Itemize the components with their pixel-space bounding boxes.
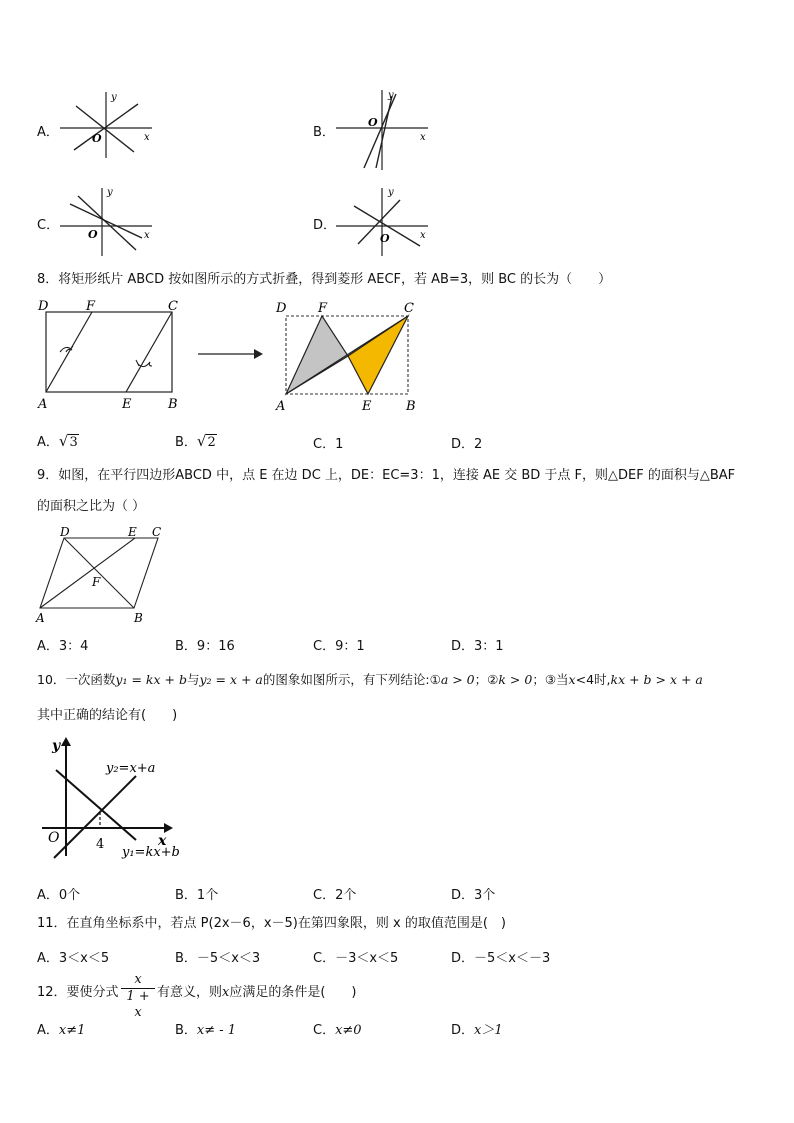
q9-option-c: C．9：1 [313,639,365,654]
q9-option-d: D．3：1 [451,639,504,654]
transform-arrow-icon [196,344,266,364]
q7-graph-d [336,184,432,258]
q9-option-b: B．9：16 [175,639,235,654]
label-a: A [38,397,48,412]
gray-triangle [286,316,348,394]
q7-graph-c [60,184,156,258]
segment-ae [40,538,135,608]
diagonal-bd [64,538,134,608]
q8-figure-folded [272,296,422,416]
label-c: C [152,525,162,539]
label-d: D [60,525,70,539]
label-e: E [362,399,372,414]
q8-option-d: D．2 [451,437,483,452]
q8-figure-original [34,296,194,416]
y-axis-label: y [388,187,394,198]
origin-label: O [92,132,102,145]
q11-option-b: B．－5＜x＜3 [175,951,261,966]
q10-option-c: C．2个 [313,888,357,903]
graph-line [358,200,400,244]
y-axis-label: y [388,90,394,101]
graph-line [364,94,396,168]
q12-question-text: 12．要使分式 [37,985,119,1000]
q7-graph-a [60,88,156,160]
graph-line [78,196,136,250]
label-c: C [168,299,178,314]
line-label-y2: y₂=x+a [106,761,156,776]
label-d: D [38,299,49,314]
q10-function-graph [36,734,196,868]
q9-question-line1: 9．如图，在平行四边形ABCD 中，点 E 在边 DC 上，DE：EC=3：1，连接 AE 交 BD 于点 F，则△DEF 的面积与△BAF [37,468,736,483]
q8-option-c: C．1 [313,437,344,452]
label-c: C [404,301,414,316]
q12-option-d: D．x＞1 [451,1023,503,1038]
option-letter: C． [37,218,60,233]
q9-option-a: A．3：4 [37,639,89,654]
fraction-denominator: 1 + x [126,989,150,1020]
q10-option-a: A．0个 [37,888,81,903]
q8-option-b: B．√2 [175,432,216,450]
label-a: A [36,611,45,625]
x-axis-label: x [158,833,167,849]
y-axis-label: y [52,738,61,754]
q9-parallelogram-figure [34,522,174,628]
x-axis-label: x [420,230,426,241]
line-label-y1: y₁=kx+b [122,845,180,860]
fold-line-af [46,312,92,392]
label-a: A [276,399,286,414]
label-f: F [318,301,328,316]
label-e: E [122,397,132,412]
fold-line-ec [126,312,172,392]
q10-question-line2: 其中正确的结论有( ) [37,708,178,723]
q10-option-d: D．3个 [451,888,496,903]
q8-option-a: A．√3 [37,432,78,450]
label-b: B [168,397,178,412]
q8-question-text: 8．将矩形纸片 ABCD 按如图所示的方式折叠，得到菱形 AECF，若 AB=3，则 BC 的长为（ ） [37,272,612,287]
option-letter: A． [37,125,59,140]
option-letter: B． [313,125,335,140]
q9-question-line2: 的面积之比为（ ） [37,499,146,514]
line-y1 [56,770,136,840]
origin-label: O [88,228,98,241]
rectangle-abcd [46,312,172,392]
origin-label: O [368,116,378,129]
q11-option-d: D．－5＜x＜－3 [451,951,551,966]
label-e: E [128,525,137,539]
q12-option-c: C．x≠0 [313,1023,362,1038]
fraction-numerator: x [121,972,155,989]
q12-fraction [121,972,155,1021]
graph-line [376,96,392,168]
fold-arrow-icon [60,346,73,352]
q10-option-b: B．1个 [175,888,219,903]
graph-line [70,204,142,238]
option-letter: D． [313,218,337,233]
q11-option-c: C．－3＜x＜5 [313,951,399,966]
yellow-triangle [348,316,408,394]
y-axis-label: y [107,187,113,198]
q12-question-suffix: 有意义，则x应满足的条件是( ) [157,985,357,1000]
label-f: F [86,299,96,314]
label-b: B [134,611,143,625]
q11-option-a: A．3＜x＜5 [37,951,110,966]
q12-option-a: A．x≠1 [37,1023,86,1038]
x-axis-label: x [144,230,150,241]
y-axis-label: y [111,92,117,103]
tick-label-4: 4 [96,837,105,852]
origin-label: O [48,830,60,846]
label-f: F [92,575,101,589]
q10-question-line1: 10．一次函数y₁ = kx + b与y₂ = x + a的图象如图所示，有下列结论:①a > 0；②k > 0；③当x<4时,kx + b > x + a [37,672,703,687]
q7-graph-b [336,86,432,172]
x-axis-arrow-icon [164,823,173,833]
y-axis-arrow-icon [61,737,71,746]
label-b: B [406,399,416,414]
q12-option-b: B．x≠ - 1 [175,1023,237,1038]
origin-label: O [380,232,390,245]
q11-question-text: 11．在直角坐标系中，若点 P(2x－6，x－5)在第四象限，则 x 的取值范围是( ) [37,916,506,931]
label-d: D [276,301,287,316]
x-axis-label: x [420,132,426,143]
x-axis-label: x [144,132,150,143]
